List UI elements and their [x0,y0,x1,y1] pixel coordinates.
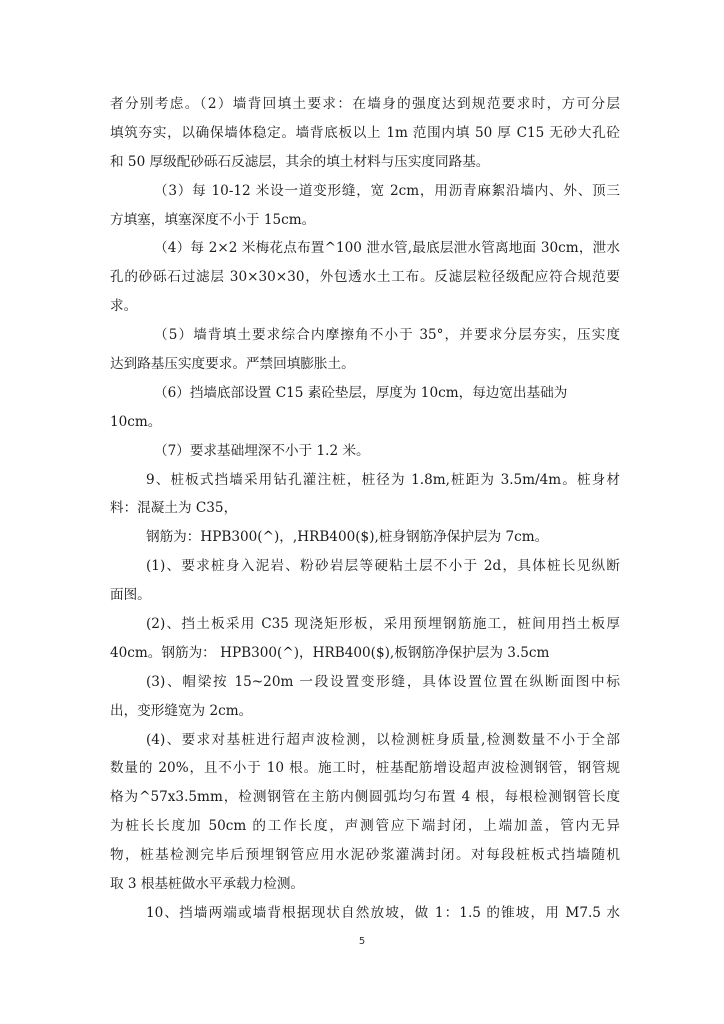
text-line-3: 和 50 厚级配砂砾石反滤层，其余的填土材料与压实度同路基。 [110,153,490,170]
text-line-10: 达到路基压实度要求。严禁回填膨胀土。 [110,356,355,373]
text-line-25: 格为^57x3.5mm，检测钢管在主筋内侧圆弧均匀布置 4 根，每根检测钢管长度 [110,789,620,806]
body-text [110,90,620,928]
text-line-6: （4）每 2×2 米梅花点布置^100 泄水管,最底层泄水管离地面 30cm，泄水 [154,240,620,257]
text-line-12: 10cm。 [110,413,162,430]
text-line-24: 数量的 20%，且不小于 10 根。施工时，桩基配筋增设超声波检测钢管，钢管规 [110,760,620,777]
text-line-11: （6）挡墙底部设置 C15 素砼垫层，厚度为 10cm，每边宽出基础为 [154,384,568,401]
page-number: 5 [358,936,366,947]
text-line-23: (4)、要求对基桩进行超声波检测，以检测桩身质量,检测数量不小于全部 [146,731,620,748]
text-line-17: (1)、要求桩身入泥岩、粉砂岩层等硬粘土层不小于 2d，具体桩长见纵断 [146,558,620,575]
text-line-28: 取 3 根基桩做水平承载力检测。 [110,876,305,893]
text-line-15: 料：混凝土为 C35， [110,500,238,517]
text-line-19: (2)、挡土板采用 C35 现浇矩形板，采用预埋钢筋施工，桩间用挡土板厚 [146,616,620,633]
text-line-5: 方填塞，填塞深度不小于 15cm。 [110,211,316,228]
text-line-9: （5）墙背填土要求综合内摩擦角不小于 35°，并要求分层夯实，压实度 [154,327,620,344]
text-line-16: 钢筋为：HPB300(^)，,HRB400($),桩身钢筋净保护层为 7cm。 [146,529,549,546]
text-line-4: （3）每 10-12 米设一道变形缝，宽 2cm，用沥青麻絮沿墙内、外、顶三 [154,182,620,199]
text-line-21: (3)、帽梁按 15~20m 一段设置变形缝，具体设置位置在纵断面图中标 [146,673,620,690]
text-line-13: （7）要求基础埋深不小于 1.2 米。 [154,442,370,459]
text-line-22: 出，变形缝宽为 2cm。 [110,702,253,719]
text-line-26: 为桩长长度加 50cm 的工作长度，声测管应下端封闭，上端加盖，管内无异 [110,818,620,835]
text-line-14: 9、桩板式挡墙采用钻孔灌注桩，桩径为 1.8m,桩距为 3.5m/4m。桩身材 [146,471,620,488]
text-line-2: 填筑夯实，以确保墙体稳定。墙背底板以上 1m 范围内填 50 厚 C15 无砂大孔砼 [110,124,620,141]
text-line-7: 孔的砂砾石过滤层 30×30×30，外包透水土工布。反滤层粒径级配应符合规范要 [110,269,620,286]
text-line-20: 40cm。钢筋为： HPB300(^)，HRB400($),板钢筋净保护层为 3.5cm [110,644,550,661]
text-line-8: 求。 [110,298,138,315]
text-line-29: 10、挡墙两端或墙背根据现状自然放坡，做 1：1.5 的锥坡，用 M7.5 水 [146,904,620,921]
text-line-1: 者分别考虑。（2）墙背回填土要求：在墙身的强度达到规范要求时，方可分层 [110,96,620,112]
text-line-27: 物，桩基检测完毕后预埋钢管应用水泥砂浆灌满封闭。对每段桩板式挡墙随机 [110,847,620,864]
text-line-18: 面图。 [110,587,151,604]
